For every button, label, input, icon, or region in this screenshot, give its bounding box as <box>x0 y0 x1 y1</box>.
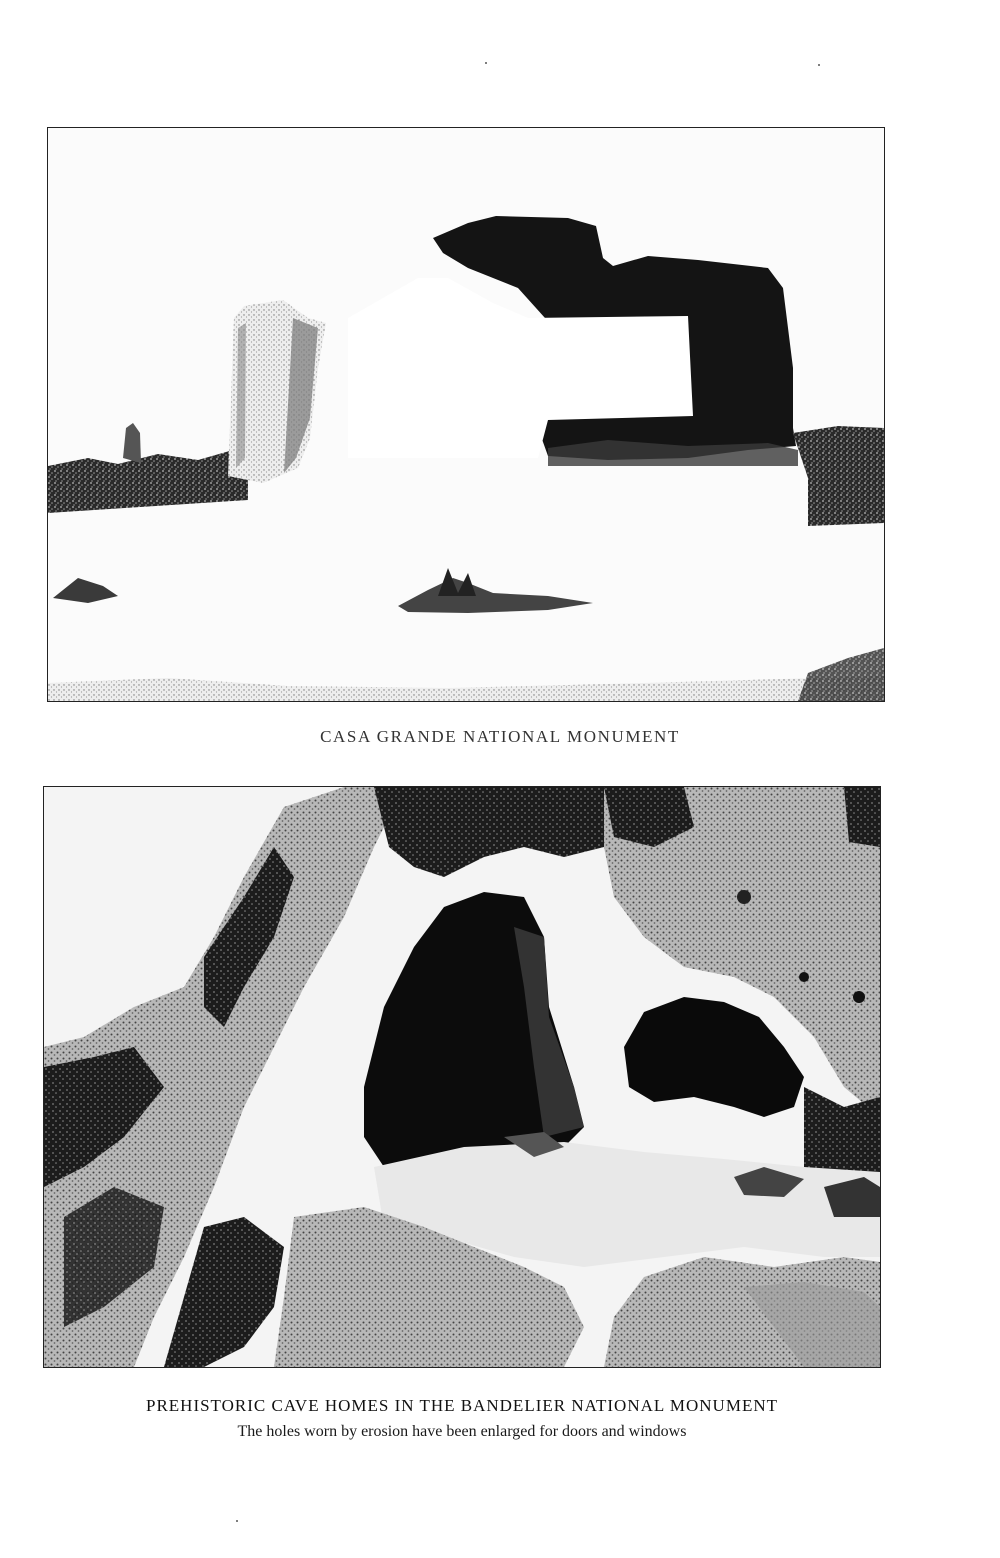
bandelier-caption: PREHISTORIC CAVE HOMES IN THE BANDELIER NATIONAL MONUMENT <box>145 1396 778 1415</box>
bandelier-cave-homes-photo <box>43 786 881 1368</box>
scan-speck <box>485 62 487 64</box>
bandelier-subcaption: The holes worn by erosion have been enlarged for doors and windows <box>237 1423 687 1440</box>
casa-grande-image <box>48 128 884 701</box>
bandelier-cave-image <box>44 787 880 1367</box>
scan-speck <box>236 1520 238 1522</box>
scan-speck <box>818 64 820 66</box>
casa-grande-caption: CASA GRANDE NATIONAL MONUMENT <box>320 727 680 746</box>
casa-grande-photo <box>47 127 885 702</box>
